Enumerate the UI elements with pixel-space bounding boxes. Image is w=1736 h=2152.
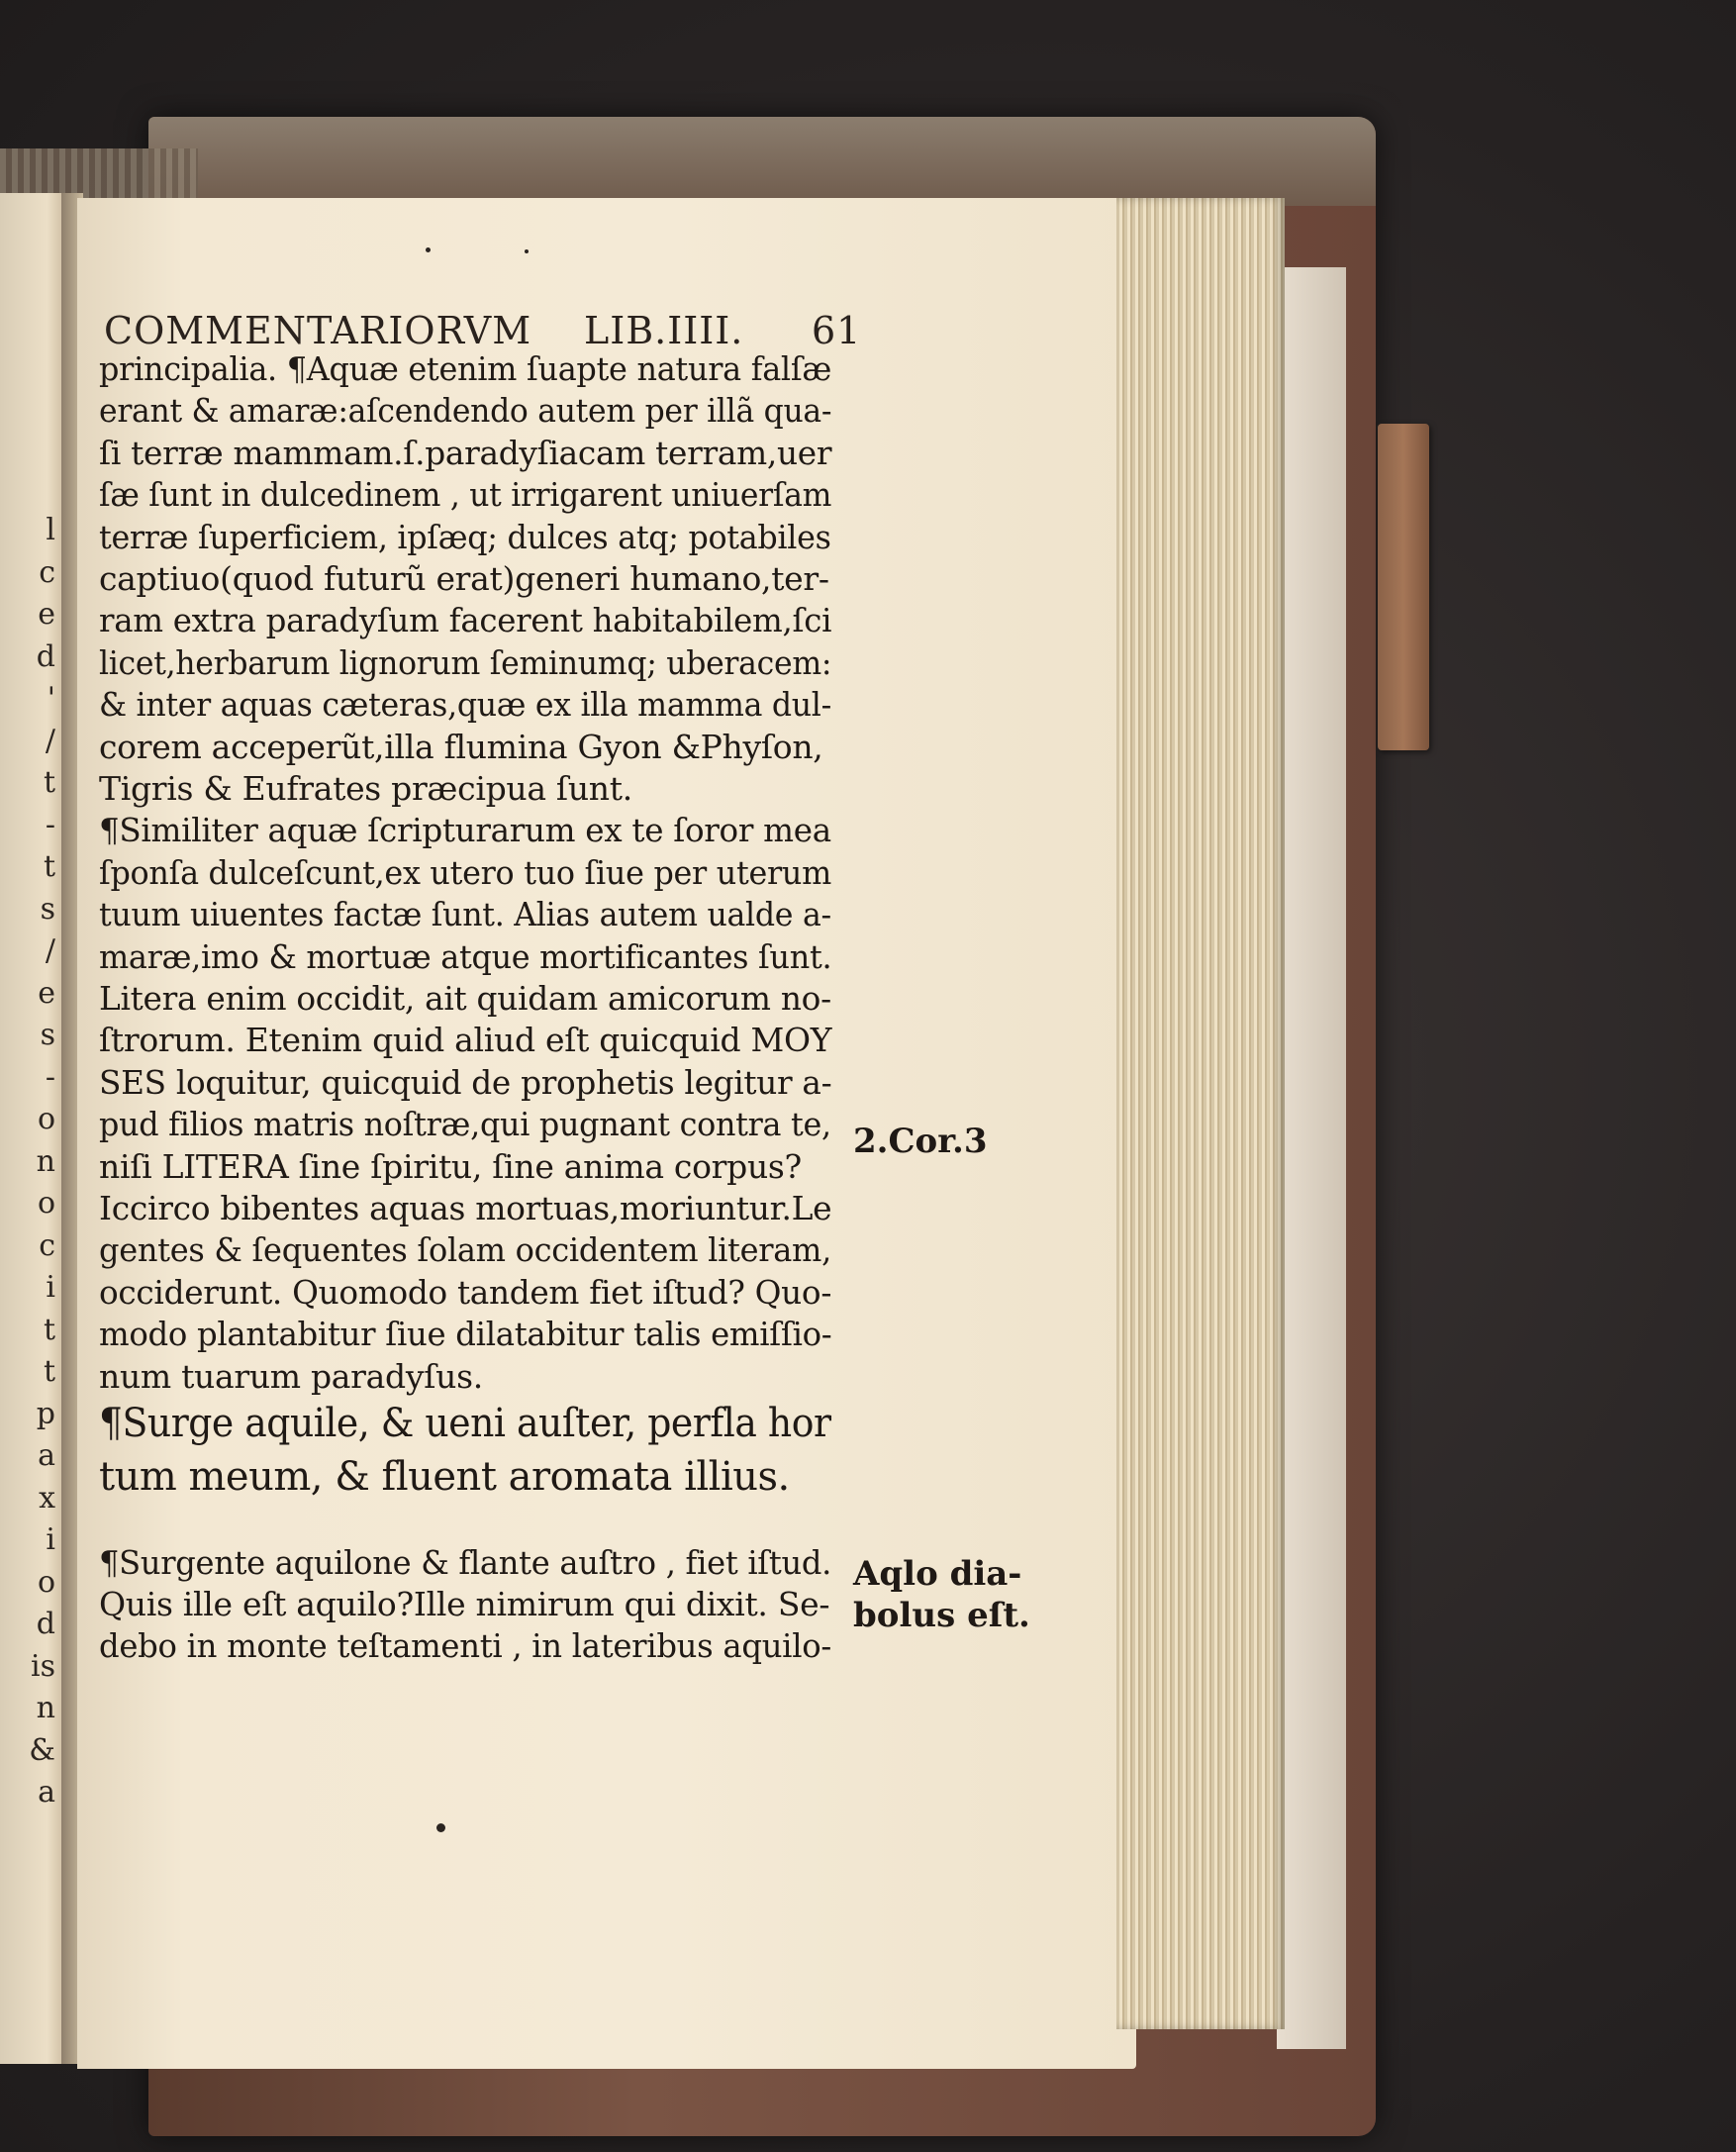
margin-note-aquilo-2: bolus eſt. (853, 1596, 1030, 1635)
running-head-book: LIB.IIII. (584, 309, 744, 352)
left-page-fragments (4, 510, 63, 1814)
body-line: & inter aquas cæteras,quæ ex illa mamma dul- (99, 685, 831, 725)
left-page-fragment: t (43, 765, 55, 800)
body-line: ſtrorum. Etenim quid aliud eſt quicquid MOY (99, 1021, 832, 1060)
body-line: tuum uiuentes factæ ſunt. Alias autem ualde a- (99, 895, 831, 934)
ink-speck (426, 247, 431, 252)
back-cover-edge (1277, 267, 1346, 2049)
left-page-fragment: e (38, 975, 55, 1011)
body-line: niſi LITERA ſine ſpiritu, ſine anima corpus? (99, 1146, 802, 1186)
body-line: maræ,imo & mortuæ atque mortificantes ſunt. (99, 936, 832, 976)
commentary-line: debo in monte teſtamenti , in lateribus aquilo- (99, 1626, 831, 1665)
left-page-fragment: ' (47, 681, 55, 716)
left-page-fragment: d (36, 638, 55, 674)
book-cover-top (148, 117, 1376, 206)
left-page-fragment: s (40, 1018, 55, 1052)
bookmark-tab (1378, 424, 1429, 750)
left-page-fragment: o (37, 1564, 55, 1600)
body-line: ram extra paradyſum facerent habitabilem,ſci (99, 601, 832, 640)
left-page-fragment: n (36, 1143, 55, 1179)
left-page-fragment: c (39, 1227, 55, 1263)
left-page-fragment: n (36, 1691, 55, 1725)
left-page-fragment: t (43, 849, 55, 884)
body-line: pud filios matris noſtræ,qui pugnant contra te, (99, 1105, 831, 1144)
left-page (0, 193, 67, 2064)
left-page-fragment: t (43, 1354, 55, 1389)
left-page-fragment: e (38, 597, 55, 632)
page-number: 61 (812, 309, 862, 352)
left-page-fragment: o (37, 1186, 55, 1221)
body-line: principalia. ¶Aquæ etenim ſuapte natura falſæ (99, 349, 832, 388)
left-page-fragment: - (45, 807, 55, 842)
left-page-fragment: s (40, 891, 55, 927)
body-line: occiderunt. Quomodo tandem fiet iſtud? Quo- (99, 1272, 832, 1312)
body-line: ſponſa dulceſcunt,ex utero tuo ſiue per uterum (99, 852, 831, 892)
verse-line: ¶Surge aquile, & ueni auſter, perfla hor (99, 1401, 831, 1446)
ink-speck (436, 1823, 445, 1832)
body-line: num tuarum paradyſus. (99, 1356, 483, 1396)
body-line: modo plantabitur ſiue dilatabitur talis emiſſio- (99, 1315, 832, 1354)
body-line: corem acceperũt,illa flumina Gyon &Phyſon, (99, 727, 823, 766)
body-line: erant & amaræ:aſcendendo autem per illã qua- (99, 391, 832, 431)
running-head-title: COMMENTARIORVM (104, 309, 532, 352)
verse-line: tum meum, & fluent aromata illius. (99, 1454, 790, 1500)
left-page-fragment: i (46, 1270, 55, 1305)
ink-speck (525, 249, 529, 253)
margin-note-cor: 2.Cor.3 (853, 1122, 988, 1161)
body-line: ſæ ſunt in dulcedinem , ut irrigarent uniuerſam (99, 475, 832, 515)
left-page-fragment: d (36, 1607, 55, 1641)
body-line: SES loquitur, quicquid de prophetis legitur a- (99, 1062, 832, 1102)
commentary-line: ¶Surgente aquilone & flante auſtro , fiet iſtud. (99, 1543, 832, 1582)
body-line: Tigris & Eufrates præcipua ſunt. (99, 769, 632, 808)
body-line: Iccirco bibentes aquas mortuas,moriuntur.Le (99, 1189, 832, 1227)
left-page-fragment: t (43, 1312, 55, 1347)
left-page-fragment: a (38, 1438, 55, 1473)
left-page-fragment: l (46, 513, 55, 547)
body-line: licet,herbarum lignorum ſeminumq; uberacem: (99, 642, 832, 682)
left-page-fragment: - (45, 1059, 55, 1095)
left-page-fragment: / (45, 933, 55, 968)
margin-note-aquilo-1: Aqlo dia- (853, 1554, 1022, 1594)
left-page-fragment: & (29, 1732, 55, 1768)
left-page-fragment: a (38, 1775, 55, 1810)
body-line: captiuo(quod futurũ erat)generi humano,ter- (99, 559, 829, 598)
body-line: ¶Similiter aquæ ſcripturarum ex te ſoror mea (99, 811, 831, 850)
left-page-fragment: x (39, 1480, 55, 1516)
left-page-fragment: o (37, 1102, 55, 1136)
body-line: Litera enim occidit, ait quidam amicorum no- (99, 979, 831, 1018)
body-line: gentes & ſequentes ſolam occidentem literam, (99, 1230, 831, 1270)
left-page-fragment: / (45, 723, 55, 758)
body-line: ſi terræ mammam.ſ.paradyſiacam terram,uer (99, 433, 832, 472)
left-page-fragment: c (39, 554, 55, 590)
commentary-line: Quis ille eſt aquilo?Ille nimirum qui dixit. Se- (99, 1585, 830, 1623)
left-page-fragment: i (46, 1522, 55, 1557)
left-page-fragment: p (36, 1396, 55, 1431)
page-edges (1116, 198, 1285, 2029)
body-line: terræ ſuperficiem, ipſæq; dulces atq; potabiles (99, 517, 831, 556)
left-page-fragment: is (31, 1648, 55, 1684)
